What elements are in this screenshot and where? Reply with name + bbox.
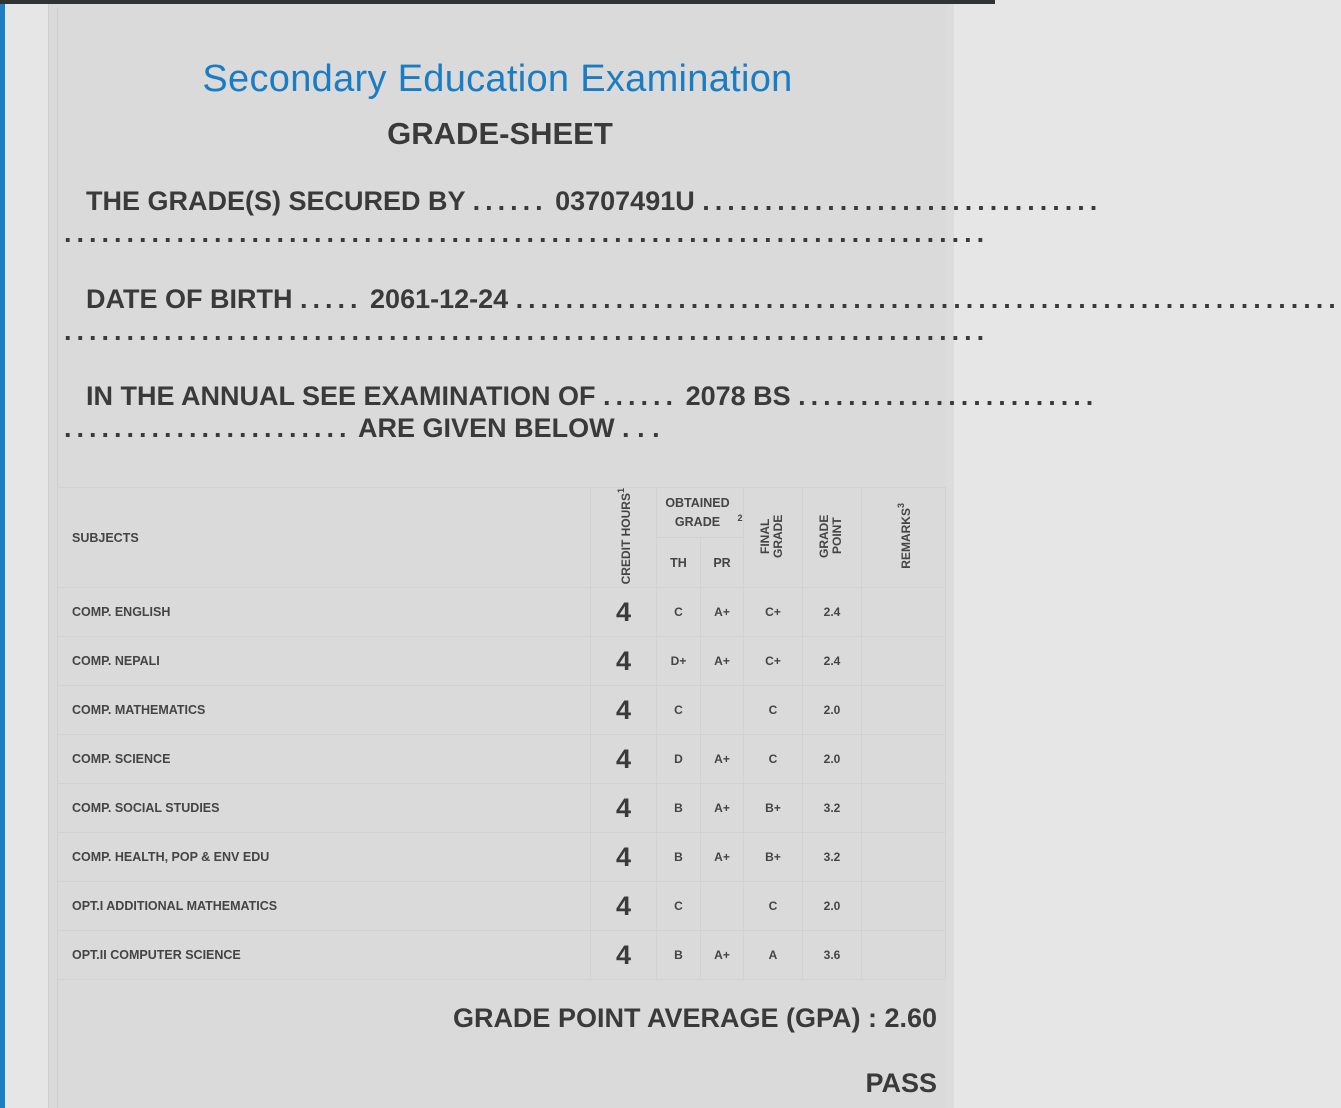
pr-grade-cell: A+ [701, 784, 744, 833]
th-grade-cell: C [657, 588, 701, 637]
subjects-header [58, 488, 591, 588]
subject-cell: OPT.II COMPUTER SCIENCE [58, 931, 591, 980]
final-grade-cell: C [744, 735, 803, 784]
result-status: PASS [865, 1068, 937, 1098]
right-margin-strip [946, 4, 954, 1108]
dob-continuation [64, 316, 990, 347]
credit-cell: 4 [591, 931, 657, 980]
table-row [58, 882, 946, 931]
th-grade-cell: B [657, 931, 701, 980]
final-grade-cell: C+ [744, 637, 803, 686]
pr-grade-cell [701, 882, 744, 931]
subjects-header-label: SUBJECTS [72, 530, 139, 545]
table-row [58, 784, 946, 833]
remarks-cell [862, 588, 946, 637]
symbol-number: 03707491U [555, 186, 695, 216]
remarks-cell [862, 735, 946, 784]
credit-cell: 4 [591, 784, 657, 833]
grade-point-cell: 2.4 [803, 588, 862, 637]
grade-point-label: GRADE POINT [817, 514, 845, 558]
pr-header [701, 538, 744, 588]
credit-hours-label [615, 488, 633, 584]
credit-cell: 4 [591, 588, 657, 637]
footnote-3: 3 [895, 503, 906, 509]
table-row [58, 637, 946, 686]
final-grade-cell: C [744, 882, 803, 931]
credit-hours-text: CREDIT HOURS [618, 493, 633, 585]
obtained-grade-header [657, 488, 744, 538]
leader-dots: ...... [603, 381, 679, 411]
th-grade-cell: B [657, 833, 701, 882]
table-row [58, 686, 946, 735]
pr-grade-cell [701, 686, 744, 735]
leader-dots: .......................................................................... [64, 316, 990, 346]
remarks-text: REMARKS [898, 508, 913, 570]
table-row [58, 833, 946, 882]
credit-cell: 4 [591, 833, 657, 882]
leader-dots: ....................... [64, 413, 352, 443]
footnote-2: 2 [737, 512, 743, 523]
th-label: TH [670, 555, 687, 570]
th-grade-cell: B [657, 784, 701, 833]
remarks-cell [862, 637, 946, 686]
pr-grade-cell: A+ [701, 588, 744, 637]
credit-cell: 4 [591, 686, 657, 735]
footnote-1: 1 [615, 488, 626, 494]
dob-label: DATE OF BIRTH [86, 284, 293, 314]
subject-cell: COMP. NEPALI [58, 637, 591, 686]
grade-point-cell: 2.4 [803, 637, 862, 686]
final-grade-cell: C [744, 686, 803, 735]
remarks-cell [862, 882, 946, 931]
credit-cell: 4 [591, 637, 657, 686]
subject-cell: OPT.I ADDITIONAL MATHEMATICS [58, 882, 591, 931]
pr-grade-cell: A+ [701, 735, 744, 784]
pr-grade-cell: A+ [701, 637, 744, 686]
table-row [58, 735, 946, 784]
dob-line [86, 284, 1341, 315]
final-grade-cell: B+ [744, 784, 803, 833]
final-grade-cell: B+ [744, 833, 803, 882]
grade-point-cell: 2.0 [803, 735, 862, 784]
leader-dots: ..... [300, 284, 363, 314]
grade-point-header [803, 488, 862, 588]
date-of-birth: 2061-12-24 [370, 284, 509, 314]
leader-dots: ........................ [798, 381, 1099, 411]
th-grade-cell: C [657, 882, 701, 931]
grade-point-cell: 3.6 [803, 931, 862, 980]
credit-cell: 4 [591, 735, 657, 784]
remarks-cell [862, 833, 946, 882]
credit-cell: 4 [591, 882, 657, 931]
given-below-text: ARE GIVEN BELOW . . . [358, 413, 660, 443]
th-header [657, 538, 701, 588]
obtained-grade-label: OBTAINED GRADE [665, 495, 730, 529]
secured-by-line [86, 186, 1103, 217]
th-grade-cell: C [657, 686, 701, 735]
exam-title: Secondary Education Examination [202, 58, 793, 100]
th-grade-cell: D [657, 735, 701, 784]
subject-cell: COMP. HEALTH, POP & ENV EDU [58, 833, 591, 882]
subject-cell: COMP. MATHEMATICS [58, 686, 591, 735]
grade-point-cell: 2.0 [803, 882, 862, 931]
pr-label: PR [713, 555, 731, 570]
grade-point-cell: 2.0 [803, 686, 862, 735]
final-grade-cell: A [744, 931, 803, 980]
subject-cell: COMP. SCIENCE [58, 735, 591, 784]
gpa-summary: GRADE POINT AVERAGE (GPA) : 2.60 [452, 1003, 937, 1033]
th-grade-cell: D+ [657, 637, 701, 686]
remarks-label [895, 503, 913, 569]
left-accent-bar [0, 4, 5, 1108]
credit-hours-header [591, 488, 657, 588]
remarks-cell [862, 784, 946, 833]
pr-grade-cell: A+ [701, 833, 744, 882]
secured-by-label: THE GRADE(S) SECURED BY [86, 186, 466, 216]
grade-point-cell: 3.2 [803, 833, 862, 882]
secured-by-continuation [64, 218, 990, 249]
subject-cell: COMP. SOCIAL STUDIES [58, 784, 591, 833]
grades-table [57, 487, 946, 980]
leader-dots: ...... [472, 186, 548, 216]
exam-label: IN THE ANNUAL SEE EXAMINATION OF [86, 381, 596, 411]
remarks-cell [862, 931, 946, 980]
final-grade-cell: C+ [744, 588, 803, 637]
exam-year: 2078 BS [685, 381, 791, 411]
leader-dots: .......................................................................... [64, 218, 990, 248]
leader-dots: ................................ [702, 186, 1103, 216]
grade-point-cell: 3.2 [803, 784, 862, 833]
final-grade-label: FINAL GRADE [758, 514, 786, 558]
table-row [58, 931, 946, 980]
remarks-cell [862, 686, 946, 735]
subject-cell: COMP. ENGLISH [58, 588, 591, 637]
leader-dots: .................................................................. [515, 284, 1341, 314]
final-grade-header [744, 488, 803, 588]
table-row [58, 588, 946, 637]
grade-sheet-heading: GRADE-SHEET [387, 116, 613, 151]
remarks-header [862, 488, 946, 588]
exam-continuation [64, 413, 704, 444]
exam-line [86, 381, 1099, 412]
pr-grade-cell: A+ [701, 931, 744, 980]
